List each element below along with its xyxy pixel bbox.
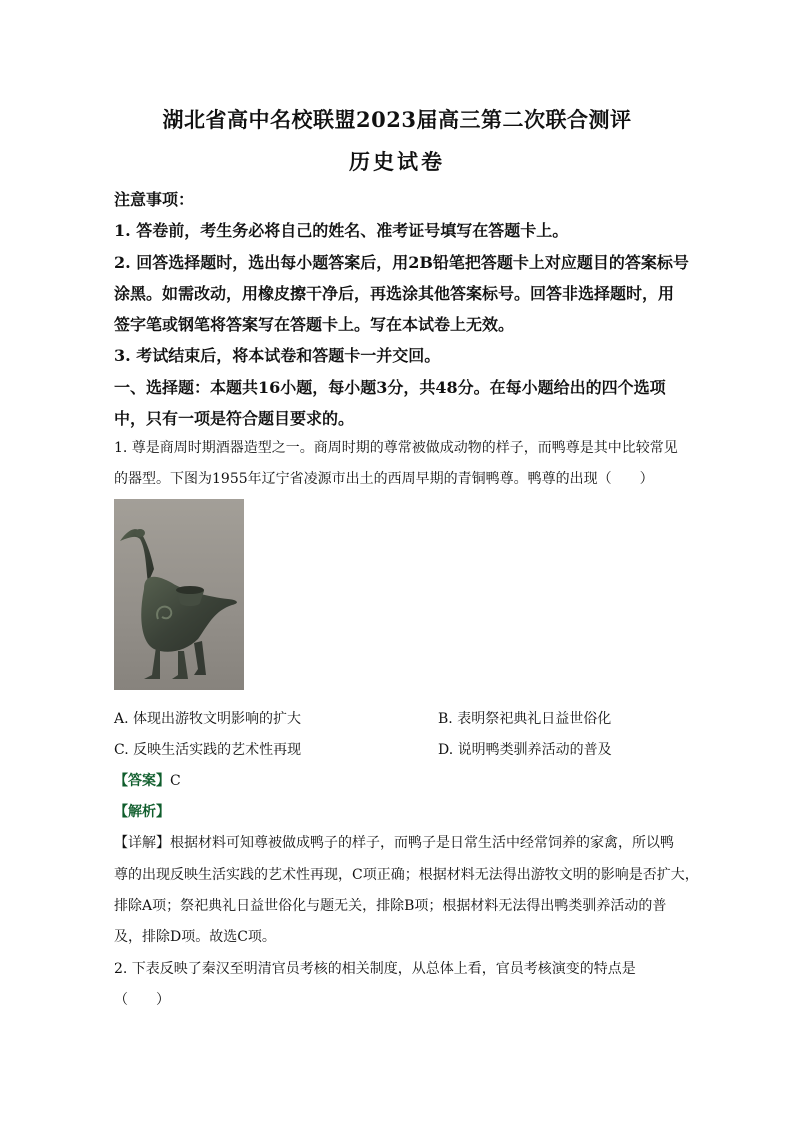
notice-heading: 注意事项： bbox=[114, 190, 195, 209]
analysis-tag: 【解析】 bbox=[114, 804, 170, 820]
exam-title: 湖北省高中名校联盟2023届高三第二次联合测评 bbox=[162, 107, 632, 132]
notice-item-3: 3. 考试结束后，将本试卷和答题卡一并交回。 bbox=[114, 346, 441, 365]
question-1-option-b: B. 表明祭祀典礼日益世俗化 bbox=[438, 711, 612, 727]
notice-item-2-line-2: 涂黑。如需改动，用橡皮擦干净后，再选涂其他答案标号。回答非选择题时，用 bbox=[114, 284, 675, 303]
question-1-stem-line-1: 1. 尊是商周时期酒器造型之一。商周时期的尊常被做成动物的样子，而鸭尊是其中比较常见 bbox=[114, 440, 678, 456]
question-2-stem-line-2: （ ） bbox=[114, 992, 170, 1008]
section-heading-line-2: 中，只有一项是符合题目要求的。 bbox=[114, 409, 355, 428]
question-1-detail-line-1: 【详解】根据材料可知尊被做成鸭子的样子，而鸭子是日常生活中经常饲养的家禽，所以鸭 bbox=[114, 835, 674, 851]
notice-item-2-line-3: 签字笔或钢笔将答案写在答题卡上。写在本试卷上无效。 bbox=[114, 315, 515, 334]
notice-item-2-line-1: 2. 回答选择题时，选出每小题答案后，用2B铅笔把答题卡上对应题目的答案标号 bbox=[114, 253, 689, 272]
question-1-option-a: A. 体现出游牧文明影响的扩大 bbox=[114, 711, 302, 727]
question-2-stem-line-1: 2. 下表反映了秦汉至明清官员考核的相关制度，从总体上看，官员考核演变的特点是 bbox=[114, 961, 636, 977]
question-1-detail-line-4: 及，排除D项。故选C项。 bbox=[114, 929, 276, 945]
question-1-stem-line-2: 的器型。下图为1955年辽宁省凌源市出土的西周早期的青铜鸭尊。鸭尊的出现（ ） bbox=[114, 471, 654, 487]
question-1-detail-line-2: 尊的出现反映生活实践的艺术性再现，C项正确；根据材料无法得出游牧文明的影响是否扩大， bbox=[114, 867, 699, 883]
question-1-option-c: C. 反映生活实践的艺术性再现 bbox=[114, 742, 302, 758]
answer-tag: 【答案】 bbox=[114, 773, 170, 789]
section-heading-line-1: 一、选择题：本题共16小题，每小题3分，共48分。在每小题给出的四个选项 bbox=[114, 378, 666, 397]
exam-subtitle: 历史试卷 bbox=[349, 149, 445, 174]
bronze-duck-zun-image bbox=[114, 499, 244, 690]
question-1-detail-line-3: 排除A项；祭祀典礼日益世俗化与题无关，排除B项；根据材料无法得出鸭类驯养活动的普 bbox=[114, 898, 667, 914]
answer-value: C bbox=[170, 773, 181, 789]
question-1-option-d: D. 说明鸭类驯养活动的普及 bbox=[438, 742, 612, 758]
notice-item-1: 1. 答卷前，考生务必将自己的姓名、准考证号填写在答题卡上。 bbox=[114, 221, 569, 240]
question-1-answer-line bbox=[114, 770, 181, 790]
